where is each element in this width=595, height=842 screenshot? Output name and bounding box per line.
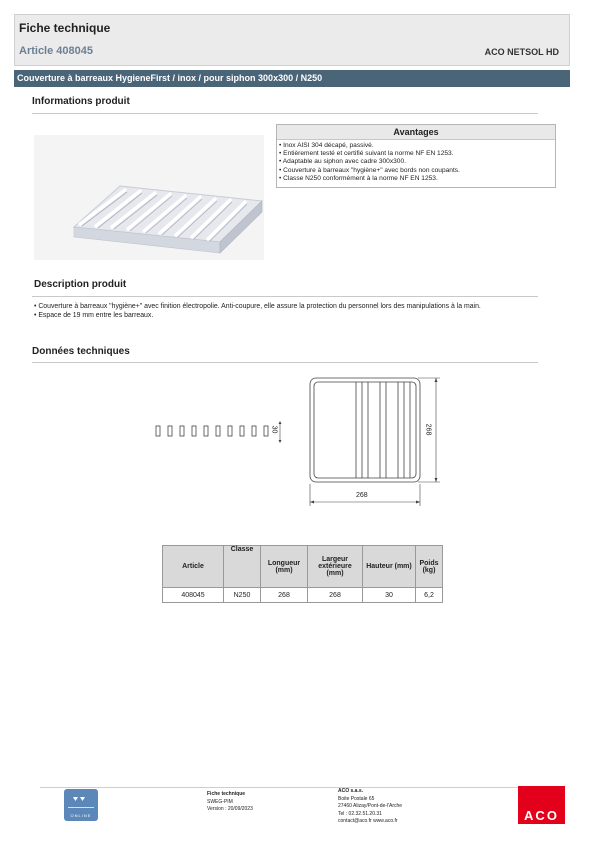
col-longueur: Longueur (mm) — [261, 546, 308, 588]
footer-company-name: ACO s.a.s. — [338, 788, 364, 794]
advantages-list — [279, 142, 555, 183]
top-view-drawing — [300, 374, 445, 512]
header-box — [14, 14, 570, 66]
product-title-bar: Couverture à barreaux HygieneFirst / inox / pour siphon 300x300 / N250 — [14, 70, 570, 87]
section-description-rule — [32, 296, 538, 297]
section-technical-title: Données techniques — [32, 346, 130, 357]
advantages-title: Avantages — [277, 125, 555, 140]
footer-company-line: Tel : 02.32.51.20.31 — [338, 810, 382, 817]
advantage-item: • Inox AISI 304 décapé, passivé. — [279, 142, 374, 149]
cell-article: 408045 — [163, 588, 224, 603]
cell-longueur: 268 — [261, 588, 308, 603]
article-number: Article 408045 — [19, 45, 93, 57]
col-article: Article — [163, 546, 224, 588]
advantage-item: • Couverture à barreaux "hygiène+" avec bords non coupants. — [279, 166, 460, 174]
description-text — [34, 303, 544, 321]
cell-poids: 6,2 — [416, 588, 443, 603]
footer-doc-title: Fiche technique — [207, 791, 246, 797]
grating-illustration — [34, 135, 264, 260]
height-dim-label: 268 — [424, 423, 432, 436]
col-largeur: Largeur extérieure (mm) — [308, 546, 363, 588]
tech-table-wrap — [162, 545, 443, 603]
cell-classe: N250 — [224, 588, 261, 603]
footer-company-line: contact@aco.fr www.aco.fr — [338, 818, 398, 825]
description-item: • Espace de 19 mm entre les barreaux. — [34, 311, 154, 319]
cell-hauteur: 30 — [363, 588, 416, 603]
section-technical-rule — [32, 362, 538, 363]
aco-logo-text: ACO — [524, 808, 559, 823]
col-poids: Poids (kg) — [416, 546, 443, 588]
footer-company-line: Boite Postale 65 — [338, 795, 375, 802]
side-view-drawing — [152, 418, 290, 448]
advantages-box — [276, 124, 556, 188]
col-classe: Classe — [224, 546, 261, 588]
doc-title: Fiche technique — [19, 21, 111, 35]
side-view-svg — [152, 418, 290, 448]
tech-table — [162, 545, 443, 603]
advantage-item: • Classe N250 conformément à la norme NF EN 1253. — [279, 174, 438, 182]
section-description-title: Description produit — [34, 279, 127, 290]
footer-doc-version: Version : 20/09/2023 — [207, 806, 253, 813]
section-info-title: Informations produit — [32, 96, 130, 107]
cell-largeur: 268 — [308, 588, 363, 603]
advantage-item: • Adaptable au siphon avec cadre 300x300. — [279, 158, 406, 166]
top-view-svg — [300, 374, 445, 512]
footer-doc-info — [207, 791, 253, 814]
online-badge — [64, 789, 98, 821]
footer-company-line: 27460 Alizay/Pont-de-l'Arche — [338, 803, 403, 810]
section-info-rule — [32, 113, 538, 114]
width-dim-label: 268 — [356, 492, 368, 499]
aco-logo — [518, 786, 565, 824]
col-hauteur: Hauteur (mm) — [363, 546, 416, 588]
table-row — [163, 588, 443, 603]
description-item: • Couverture à barreaux "hygiène+" avec finition électropolie. Anti-coupure, elle assure la protection du personnel lors des manipulations à la main. — [34, 303, 481, 310]
product-image — [34, 135, 264, 260]
brand-name: ACO NETSOL HD — [484, 47, 559, 57]
footer-company — [338, 788, 402, 826]
footer-doc-source: SWEG-PIM — [207, 798, 233, 805]
advantage-item: • Entièrement testé et certifié suivant la norme NF EN 1253. — [279, 150, 454, 158]
footer-rule — [40, 787, 560, 788]
badge-text: ONLINE — [70, 813, 92, 818]
side-height-label: 30 — [270, 425, 278, 434]
